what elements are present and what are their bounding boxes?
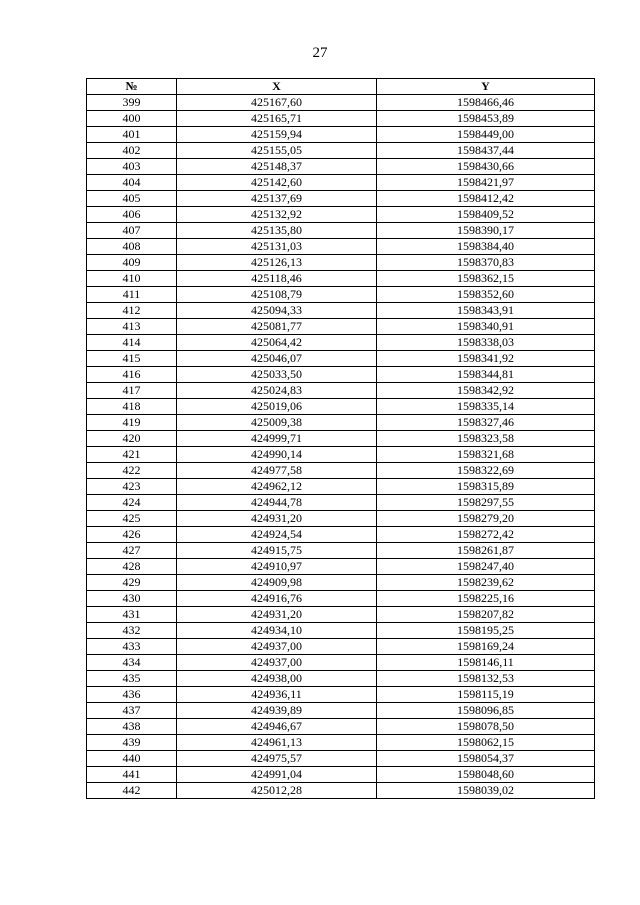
- cell-y: 1598343,91: [377, 303, 595, 319]
- cell-x: 424909,98: [177, 575, 377, 591]
- cell-y: 1598412,42: [377, 191, 595, 207]
- cell-number: 408: [87, 239, 177, 255]
- table-row: [87, 719, 595, 735]
- cell-number: 438: [87, 719, 177, 735]
- cell-number: 421: [87, 447, 177, 463]
- table-row: [87, 319, 595, 335]
- page-number: 27: [312, 45, 328, 61]
- cell-number: 409: [87, 255, 177, 271]
- cell-y: 1598279,20: [377, 511, 595, 527]
- cell-x: 424938,00: [177, 671, 377, 687]
- cell-y: 1598341,92: [377, 351, 595, 367]
- table-row: [87, 575, 595, 591]
- table-row: [87, 111, 595, 127]
- cell-number: 442: [87, 783, 177, 799]
- cell-x: 425012,28: [177, 783, 377, 799]
- table-row: [87, 767, 595, 783]
- cell-y: 1598338,03: [377, 335, 595, 351]
- table-row: [87, 239, 595, 255]
- table-row: [87, 335, 595, 351]
- cell-y: 1598409,52: [377, 207, 595, 223]
- cell-x: 425009,38: [177, 415, 377, 431]
- table-row: [87, 207, 595, 223]
- cell-x: 424915,75: [177, 543, 377, 559]
- cell-x: 425131,03: [177, 239, 377, 255]
- header-y: Y: [377, 79, 595, 95]
- cell-y: 1598449,00: [377, 127, 595, 143]
- cell-y: 1598352,60: [377, 287, 595, 303]
- cell-y: 1598327,46: [377, 415, 595, 431]
- table-row: [87, 447, 595, 463]
- cell-y: 1598261,87: [377, 543, 595, 559]
- cell-x: 424975,57: [177, 751, 377, 767]
- cell-y: 1598054,37: [377, 751, 595, 767]
- cell-x: 425165,71: [177, 111, 377, 127]
- cell-x: 425033,50: [177, 367, 377, 383]
- cell-x: 424962,12: [177, 479, 377, 495]
- cell-number: 401: [87, 127, 177, 143]
- cell-y: 1598421,97: [377, 175, 595, 191]
- cell-x: 424931,20: [177, 607, 377, 623]
- table-row: [87, 415, 595, 431]
- cell-number: 417: [87, 383, 177, 399]
- cell-x: 425148,37: [177, 159, 377, 175]
- table-row: [87, 703, 595, 719]
- cell-y: 1598132,53: [377, 671, 595, 687]
- table-row: [87, 495, 595, 511]
- cell-y: 1598340,91: [377, 319, 595, 335]
- cell-x: 424910,97: [177, 559, 377, 575]
- cell-number: 399: [87, 95, 177, 111]
- cell-x: 425135,80: [177, 223, 377, 239]
- cell-x: 424937,00: [177, 639, 377, 655]
- cell-x: 425137,69: [177, 191, 377, 207]
- cell-x: 425019,06: [177, 399, 377, 415]
- table-row: [87, 223, 595, 239]
- table-row: [87, 191, 595, 207]
- cell-number: 406: [87, 207, 177, 223]
- cell-y: 1598096,85: [377, 703, 595, 719]
- cell-number: 404: [87, 175, 177, 191]
- cell-y: 1598384,40: [377, 239, 595, 255]
- cell-y: 1598247,40: [377, 559, 595, 575]
- cell-number: 419: [87, 415, 177, 431]
- cell-y: 1598321,68: [377, 447, 595, 463]
- cell-x: 424939,89: [177, 703, 377, 719]
- cell-number: 425: [87, 511, 177, 527]
- table-row: [87, 127, 595, 143]
- cell-y: 1598048,60: [377, 767, 595, 783]
- cell-number: 430: [87, 591, 177, 607]
- table-row: [87, 255, 595, 271]
- cell-number: 423: [87, 479, 177, 495]
- cell-number: 415: [87, 351, 177, 367]
- cell-x: 425081,77: [177, 319, 377, 335]
- cell-y: 1598078,50: [377, 719, 595, 735]
- cell-x: 425155,05: [177, 143, 377, 159]
- cell-number: 426: [87, 527, 177, 543]
- cell-number: 437: [87, 703, 177, 719]
- cell-number: 439: [87, 735, 177, 751]
- table-row: [87, 735, 595, 751]
- table-row: [87, 351, 595, 367]
- cell-number: 433: [87, 639, 177, 655]
- table-row: [87, 511, 595, 527]
- cell-y: 1598272,42: [377, 527, 595, 543]
- cell-number: 429: [87, 575, 177, 591]
- cell-number: 420: [87, 431, 177, 447]
- cell-number: 434: [87, 655, 177, 671]
- table-row: [87, 143, 595, 159]
- table-body: [87, 95, 595, 799]
- cell-x: 424961,13: [177, 735, 377, 751]
- cell-number: 413: [87, 319, 177, 335]
- table-row: [87, 367, 595, 383]
- cell-y: 1598062,15: [377, 735, 595, 751]
- cell-y: 1598297,55: [377, 495, 595, 511]
- table-row: [87, 543, 595, 559]
- cell-number: 436: [87, 687, 177, 703]
- cell-number: 440: [87, 751, 177, 767]
- cell-number: 412: [87, 303, 177, 319]
- cell-x: 425142,60: [177, 175, 377, 191]
- table-row: [87, 607, 595, 623]
- cell-x: 425046,07: [177, 351, 377, 367]
- table-row: [87, 383, 595, 399]
- cell-y: 1598195,25: [377, 623, 595, 639]
- cell-number: 410: [87, 271, 177, 287]
- cell-number: 418: [87, 399, 177, 415]
- table-row: [87, 751, 595, 767]
- cell-y: 1598335,14: [377, 399, 595, 415]
- cell-x: 425118,46: [177, 271, 377, 287]
- table-row: [87, 479, 595, 495]
- cell-number: 407: [87, 223, 177, 239]
- cell-y: 1598323,58: [377, 431, 595, 447]
- cell-number: 422: [87, 463, 177, 479]
- cell-x: 425024,83: [177, 383, 377, 399]
- cell-x: 424991,04: [177, 767, 377, 783]
- cell-y: 1598370,83: [377, 255, 595, 271]
- cell-x: 425126,13: [177, 255, 377, 271]
- table-header-row: [87, 79, 595, 95]
- table-row: [87, 783, 595, 799]
- cell-number: 424: [87, 495, 177, 511]
- cell-x: 424934,10: [177, 623, 377, 639]
- table-row: [87, 527, 595, 543]
- cell-x: 425132,92: [177, 207, 377, 223]
- table-row: [87, 271, 595, 287]
- cell-number: 432: [87, 623, 177, 639]
- cell-x: 424916,76: [177, 591, 377, 607]
- header-number: №: [87, 79, 177, 95]
- cell-y: 1598344,81: [377, 367, 595, 383]
- cell-y: 1598437,44: [377, 143, 595, 159]
- cell-number: 402: [87, 143, 177, 159]
- cell-y: 1598322,69: [377, 463, 595, 479]
- table-row: [87, 591, 595, 607]
- cell-y: 1598115,19: [377, 687, 595, 703]
- cell-y: 1598169,24: [377, 639, 595, 655]
- table-row: [87, 431, 595, 447]
- cell-number: 431: [87, 607, 177, 623]
- cell-x: 424936,11: [177, 687, 377, 703]
- cell-x: 425108,79: [177, 287, 377, 303]
- table-row: [87, 399, 595, 415]
- cell-y: 1598430,66: [377, 159, 595, 175]
- cell-y: 1598207,82: [377, 607, 595, 623]
- cell-x: 424931,20: [177, 511, 377, 527]
- cell-number: 403: [87, 159, 177, 175]
- table-row: [87, 463, 595, 479]
- coordinates-table: [86, 78, 595, 799]
- table-row: [87, 175, 595, 191]
- cell-number: 428: [87, 559, 177, 575]
- cell-x: 424924,54: [177, 527, 377, 543]
- cell-x: 424990,14: [177, 447, 377, 463]
- cell-x: 424944,78: [177, 495, 377, 511]
- cell-x: 425064,42: [177, 335, 377, 351]
- cell-y: 1598146,11: [377, 655, 595, 671]
- cell-number: 427: [87, 543, 177, 559]
- cell-x: 424937,00: [177, 655, 377, 671]
- table-row: [87, 159, 595, 175]
- cell-y: 1598362,15: [377, 271, 595, 287]
- cell-y: 1598390,17: [377, 223, 595, 239]
- cell-x: 425094,33: [177, 303, 377, 319]
- table-row: [87, 687, 595, 703]
- table-row: [87, 559, 595, 575]
- table-row: [87, 639, 595, 655]
- cell-y: 1598315,89: [377, 479, 595, 495]
- cell-y: 1598039,02: [377, 783, 595, 799]
- cell-x: 424946,67: [177, 719, 377, 735]
- cell-x: 424977,58: [177, 463, 377, 479]
- cell-number: 400: [87, 111, 177, 127]
- cell-x: 424999,71: [177, 431, 377, 447]
- cell-y: 1598225,16: [377, 591, 595, 607]
- header-x: X: [177, 79, 377, 95]
- cell-number: 435: [87, 671, 177, 687]
- cell-number: 405: [87, 191, 177, 207]
- cell-x: 425159,94: [177, 127, 377, 143]
- table-row: [87, 95, 595, 111]
- table-row: [87, 671, 595, 687]
- table-row: [87, 623, 595, 639]
- cell-y: 1598453,89: [377, 111, 595, 127]
- cell-y: 1598342,92: [377, 383, 595, 399]
- cell-y: 1598239,62: [377, 575, 595, 591]
- cell-number: 411: [87, 287, 177, 303]
- cell-number: 441: [87, 767, 177, 783]
- table-row: [87, 655, 595, 671]
- cell-number: 416: [87, 367, 177, 383]
- table-row: [87, 303, 595, 319]
- cell-y: 1598466,46: [377, 95, 595, 111]
- cell-x: 425167,60: [177, 95, 377, 111]
- table-row: [87, 287, 595, 303]
- cell-number: 414: [87, 335, 177, 351]
